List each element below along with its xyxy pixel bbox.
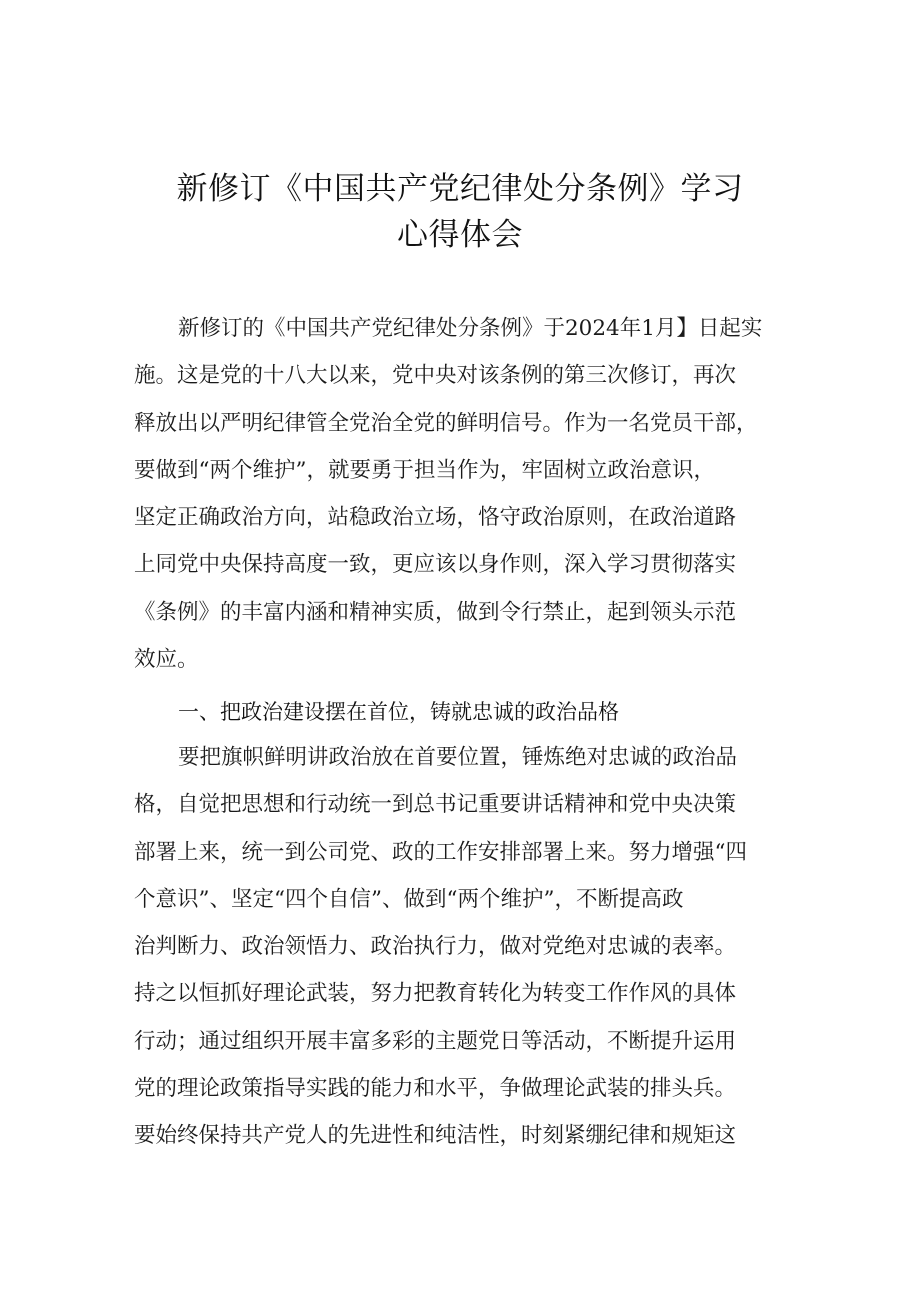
intro-paragraph — [134, 305, 786, 683]
document-title — [0, 166, 920, 258]
paragraph-line: 格，自觉把思想和行动统一到总书记重要讲话精神和党中央决策 — [134, 792, 737, 818]
title-line: 心得体会 — [397, 217, 523, 253]
section-paragraph — [134, 734, 786, 1160]
paragraph-line: 党的理论政策指导实践的能力和水平，争做理论武装的排头兵。 — [134, 1076, 737, 1102]
paragraph-line: 要始终保持共产党人的先进性和纯洁性，时刻紧绷纪律和规矩这 — [134, 1123, 737, 1149]
paragraph-line: 释放出以严明纪律管全党治全党的鲜明信号。作为一名党员干部， — [134, 410, 758, 436]
paragraph-line: 治判断力、政治领悟力、政治执行力，做对党绝对忠诚的表率。 — [134, 934, 737, 960]
paragraph-line: 施。这是党的十八大以来，党中央对该条例的第三次修订，再次 — [134, 363, 737, 389]
paragraph-line: 《条例》的丰富内涵和精神实质，做到令行禁止，起到领头示范 — [134, 599, 737, 625]
paragraph-line: 效应。 — [134, 647, 199, 673]
paragraph-line: 新修订的《中国共产党纪律处分条例》于2024年1月】日起实 — [178, 316, 763, 341]
paragraph-line: 持之以恒抓好理论武装，努力把教育转化为转变工作作风的具体 — [134, 981, 737, 1007]
paragraph-line: 要把旗帜鲜明讲政治放在首要位置，锤炼绝对忠诚的政治品 — [178, 745, 738, 770]
paragraph-line: 部署上来，统一到公司党、政的工作安排部署上来。努力增强“四 — [134, 839, 747, 865]
section-heading: 一、把政治建设摆在首位，铸就忠诚的政治品格 — [178, 700, 619, 724]
paragraph-line: 个意识”、坚定“四个自信”、做到“两个维护”，不断提高政 — [134, 886, 684, 912]
paragraph-line: 行动；通过组织开展丰富多彩的主题党日等活动，不断提升运用 — [134, 1028, 737, 1054]
title-line: 新修订《中国共产党纪律处分条例》学习 — [176, 171, 744, 207]
paragraph-line: 坚定正确政治方向，站稳政治立场，恪守政治原则，在政治道路 — [134, 505, 737, 531]
paragraph-line: 上同党中央保持高度一致，更应该以身作则，深入学习贯彻落实 — [134, 552, 737, 578]
paragraph-line: 要做到“两个维护”，就要勇于担当作为，牢固树立政治意识， — [134, 457, 715, 483]
